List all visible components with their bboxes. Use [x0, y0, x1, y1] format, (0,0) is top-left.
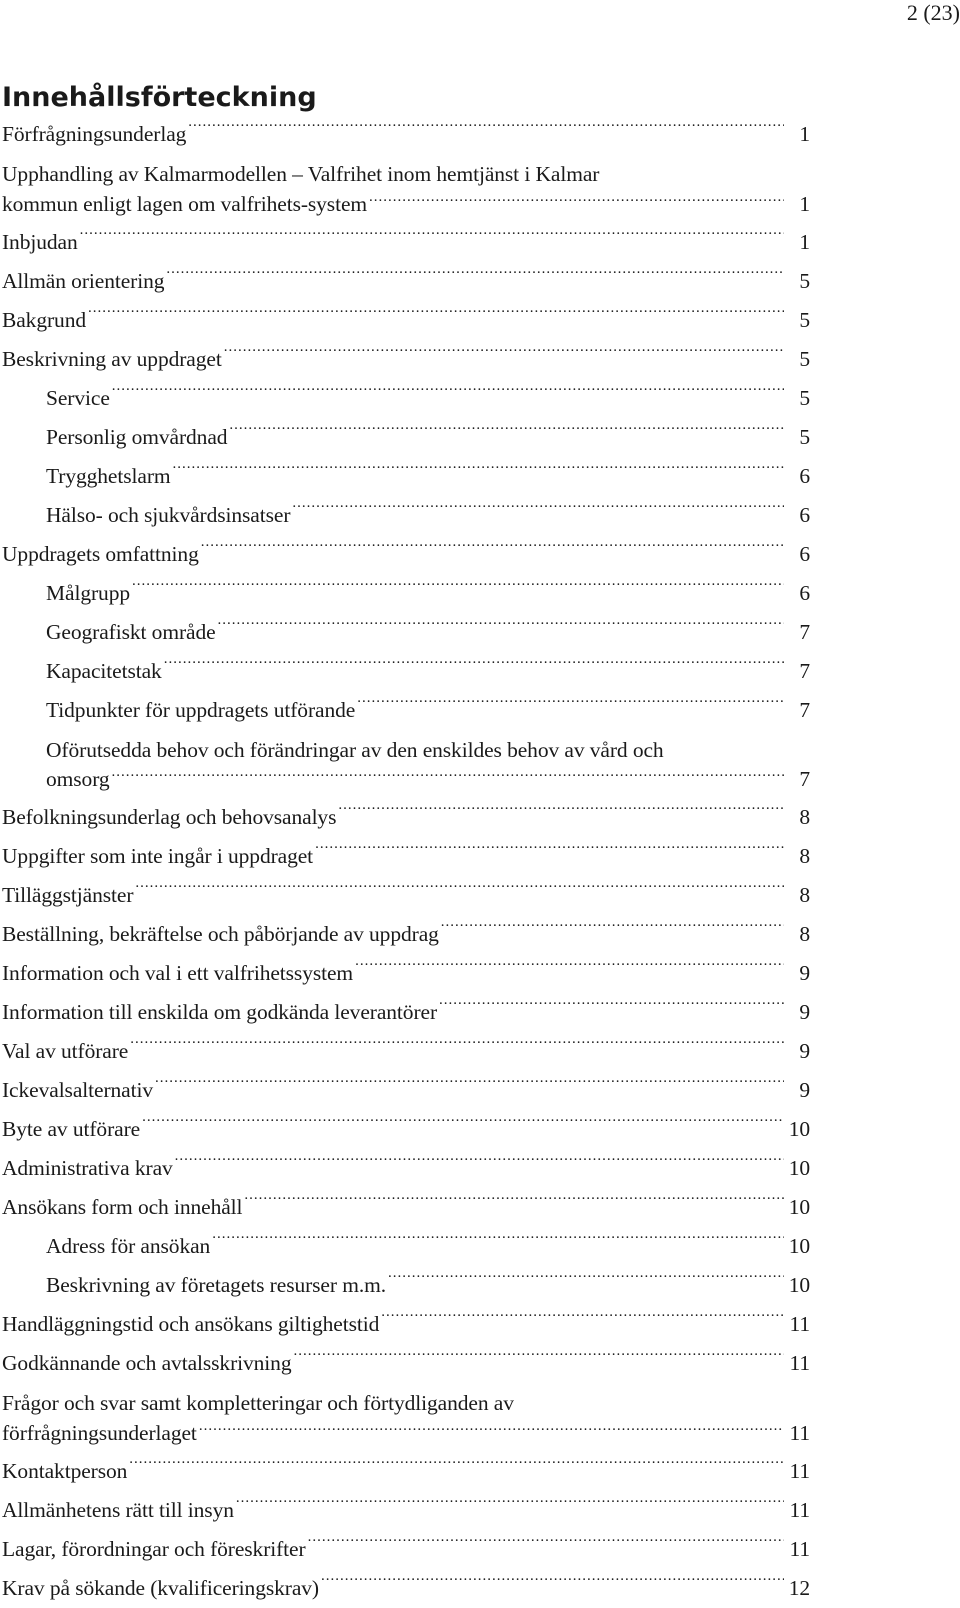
toc-entry-label: omsorg [46, 767, 110, 791]
toc-entry[interactable] [2, 613, 810, 652]
toc-entry-line [46, 1227, 810, 1266]
toc-entry-line [2, 993, 810, 1032]
toc-entry-page: 6 [799, 502, 810, 527]
toc-entry-line [2, 262, 810, 301]
toc-entry-label: Målgrupp [46, 580, 130, 605]
toc-entry-line [2, 223, 810, 262]
toc-entry-label: Kontaktperson [2, 1458, 128, 1483]
toc-entry-page: 5 [799, 385, 810, 410]
toc-entry-page: 5 [799, 268, 810, 293]
dot-leader [338, 803, 784, 825]
toc-entry-label: Information och val i ett valfrihetssystem [2, 961, 354, 985]
toc-entry-line [2, 340, 810, 379]
toc-entry-label: Administrativa krav [2, 1156, 173, 1180]
toc-entry-page: 9 [799, 961, 810, 985]
toc-entry-line [46, 1266, 810, 1305]
toc-entry-label: Uppgifter som inte ingår i uppdraget [2, 844, 314, 868]
toc-entry-line [46, 418, 810, 457]
dot-leader [321, 1573, 784, 1595]
toc-entry-page: 7 [799, 767, 810, 791]
toc-entry[interactable] [2, 496, 810, 535]
toc-entry-label: Beskrivning av uppdraget [2, 346, 222, 371]
dot-leader [166, 266, 784, 288]
toc-entry-text-line: Upphandling av Kalmarmodellen – Valfrihet inom hemtjänst i Kalmar [2, 162, 600, 186]
toc-entry-label: kommun enligt lagen om valfrihets-system [2, 191, 368, 216]
toc-entry[interactable] [2, 340, 810, 379]
dot-leader [112, 383, 784, 405]
toc-entry-label: Lagar, förordningar och föreskrifter [2, 1536, 306, 1561]
dot-leader [441, 920, 784, 942]
toc-entry-page: 10 [788, 1195, 810, 1219]
toc-entry-line [2, 1418, 810, 1448]
dot-leader [355, 959, 784, 981]
toc-entry-label: förfrågningsunderlaget [2, 1420, 197, 1445]
toc-entry[interactable] [2, 262, 810, 301]
toc-entry-line [2, 1491, 810, 1530]
toc-entry-page: 7 [799, 619, 810, 644]
toc-entry-line [2, 1110, 810, 1149]
toc-entry[interactable] [2, 154, 810, 223]
toc-entry-page: 11 [789, 1351, 810, 1375]
dot-leader [357, 695, 784, 717]
toc-entry[interactable] [2, 1452, 810, 1491]
toc-entry-label: Allmänhetens rätt till insyn [2, 1497, 234, 1522]
table-of-contents [2, 115, 810, 1608]
toc-entry-page: 6 [799, 580, 810, 605]
toc-entry-line [2, 1344, 810, 1383]
toc-entry[interactable] [2, 1569, 810, 1608]
toc-entry[interactable] [2, 691, 810, 730]
toc-entry[interactable] [2, 915, 810, 954]
dot-leader [175, 1154, 784, 1176]
toc-title: Innehållsförteckning [2, 82, 317, 113]
toc-entry-line [2, 954, 810, 993]
toc-entry-page: 5 [799, 424, 810, 449]
toc-entry-line [46, 613, 810, 652]
toc-entry-line [2, 189, 810, 219]
toc-entry-label: Bakgrund [2, 307, 86, 332]
toc-entry-page: 10 [788, 1117, 810, 1141]
toc-entry-label: Beskrivning av företagets resurser m.m. [46, 1273, 387, 1297]
toc-entry[interactable] [2, 1071, 810, 1110]
toc-entry-page: 8 [799, 883, 810, 907]
dot-leader [155, 1076, 784, 1098]
toc-entry[interactable] [2, 1266, 810, 1305]
toc-entry-page: 1 [799, 191, 810, 216]
dot-leader [224, 344, 784, 366]
toc-entry[interactable] [2, 457, 810, 496]
toc-entry-label: Geografiskt område [46, 619, 216, 644]
toc-entry-label: Godkännande och avtalsskrivning [2, 1351, 292, 1375]
toc-entry-page: 9 [799, 1000, 810, 1024]
toc-entry-line [2, 837, 810, 876]
toc-entry-line [2, 1032, 810, 1071]
toc-entry[interactable] [2, 115, 810, 154]
dot-leader [199, 1418, 784, 1440]
toc-entry-label: Trygghetslarm [46, 463, 171, 488]
dot-leader [80, 227, 784, 249]
toc-entry[interactable] [2, 798, 810, 837]
toc-entry-label: Hälso- och sjukvårdsinsatser [46, 502, 291, 527]
toc-entry-line [46, 379, 810, 418]
toc-entry[interactable] [2, 1530, 810, 1569]
toc-entry-page: 1 [799, 229, 810, 254]
toc-entry-label: Befolkningsunderlag och behovsanalys [2, 805, 337, 829]
dot-leader [369, 189, 784, 211]
toc-entry-text-line: Frågor och svar samt kompletteringar och förtydliganden av [2, 1391, 514, 1415]
toc-entry-line [2, 1530, 810, 1569]
toc-entry-line [46, 765, 810, 795]
toc-entry-line [2, 1071, 810, 1110]
toc-entry[interactable] [2, 1188, 810, 1227]
toc-entry[interactable] [2, 301, 810, 340]
toc-entry-label: Service [46, 385, 110, 410]
dot-leader [88, 305, 784, 327]
toc-entry-line [2, 1452, 810, 1491]
toc-entry-line [2, 915, 810, 954]
toc-entry-line [2, 1569, 810, 1608]
toc-entry[interactable] [2, 730, 810, 799]
toc-entry-page: 10 [788, 1273, 810, 1297]
toc-entry-line [2, 301, 810, 340]
toc-entry[interactable] [2, 837, 810, 876]
toc-entry-page: 5 [799, 307, 810, 332]
toc-entry-label: Information till enskilda om godkända leverantörer [2, 1000, 438, 1024]
toc-entry[interactable] [2, 1305, 810, 1344]
toc-entry-line [2, 1188, 810, 1227]
toc-entry-label: Byte av utförare [2, 1117, 141, 1141]
dot-leader [112, 765, 784, 787]
toc-entry[interactable] [2, 1149, 810, 1188]
toc-entry-page: 11 [789, 1312, 810, 1336]
toc-entry-label: Uppdragets omfattning [2, 541, 199, 566]
toc-entry-page: 9 [799, 1039, 810, 1063]
toc-entry-page: 6 [799, 463, 810, 488]
toc-entry-page: 7 [799, 697, 810, 722]
dot-leader [135, 881, 784, 903]
toc-entry-label: Personlig omvårdnad [46, 424, 228, 449]
dot-leader [142, 1115, 784, 1137]
dot-leader [218, 617, 784, 639]
toc-entry-label: Förfrågningsunderlag [2, 122, 187, 146]
toc-entry-page: 8 [799, 805, 810, 829]
dot-leader [129, 1456, 784, 1478]
toc-entry[interactable] [2, 379, 810, 418]
toc-entry[interactable] [2, 574, 810, 613]
dot-leader [201, 539, 784, 561]
toc-entry-page: 10 [788, 1234, 810, 1258]
toc-entry-label: Tidpunkter för uppdragets utförande [46, 697, 356, 722]
toc-entry-label: Ickevalsalternativ [2, 1078, 154, 1102]
toc-entry-page: 8 [799, 844, 810, 868]
toc-entry-line [46, 691, 810, 730]
dot-leader [212, 1232, 784, 1254]
toc-entry-page: 11 [789, 1497, 810, 1522]
toc-entry-line [2, 798, 810, 837]
dot-leader [439, 998, 784, 1020]
dot-leader [132, 578, 784, 600]
toc-entry-label: Krav på sökande (kvalificeringskrav) [2, 1575, 319, 1600]
toc-entry-page: 11 [789, 1458, 810, 1483]
dot-leader [236, 1495, 784, 1517]
toc-entry-label: Ansökans form och innehåll [2, 1195, 243, 1219]
dot-leader [315, 842, 784, 864]
page-number: 2 (23) [906, 0, 960, 25]
toc-entry-line [2, 1305, 810, 1344]
dot-leader [188, 120, 784, 142]
toc-entry[interactable] [2, 876, 810, 915]
dot-leader [293, 1349, 784, 1371]
toc-entry-label: Tilläggstjänster [2, 883, 134, 907]
toc-entry-page: 8 [799, 922, 810, 946]
toc-entry[interactable] [2, 1491, 810, 1530]
toc-entry-line [46, 457, 810, 496]
dot-leader [308, 1534, 784, 1556]
toc-entry-line [2, 115, 810, 154]
toc-entry-label: Inbjudan [2, 229, 78, 254]
toc-entry[interactable] [2, 223, 810, 262]
toc-entry-page: 12 [788, 1575, 810, 1600]
toc-entry[interactable] [2, 1383, 810, 1452]
toc-entry-page: 6 [799, 541, 810, 566]
toc-entry-label: Allmän orientering [2, 268, 165, 293]
toc-entry-label: Handläggningstid och ansökans giltighetstid [2, 1312, 380, 1336]
toc-entry-page: 11 [789, 1536, 810, 1561]
toc-entry-line [2, 876, 810, 915]
toc-entry[interactable] [2, 1110, 810, 1149]
toc-entry-page: 10 [788, 1156, 810, 1180]
toc-entry[interactable] [2, 535, 810, 574]
toc-entry-page: 7 [799, 658, 810, 683]
dot-leader [164, 656, 784, 678]
dot-leader [381, 1310, 784, 1332]
toc-entry[interactable] [2, 993, 810, 1032]
toc-entry-label: Beställning, bekräftelse och påbörjande av uppdrag [2, 922, 439, 946]
dot-leader [244, 1193, 784, 1215]
toc-entry-line [46, 574, 810, 613]
toc-entry-page: 1 [799, 122, 810, 146]
toc-entry-line [2, 535, 810, 574]
toc-entry-page: 11 [789, 1420, 810, 1445]
toc-entry[interactable] [2, 1344, 810, 1383]
dot-leader [292, 500, 784, 522]
toc-entry-line [46, 652, 810, 691]
dot-leader [173, 461, 784, 483]
toc-entry[interactable] [2, 652, 810, 691]
dot-leader [130, 1037, 784, 1059]
toc-entry[interactable] [2, 954, 810, 993]
toc-entry-line [2, 1149, 810, 1188]
dot-leader [388, 1271, 784, 1293]
toc-entry-label: Kapacitetstak [46, 658, 162, 683]
toc-entry[interactable] [2, 1032, 810, 1071]
toc-entry[interactable] [2, 418, 810, 457]
toc-entry-label: Adress för ansökan [46, 1234, 211, 1258]
toc-entry[interactable] [2, 1227, 810, 1266]
toc-entry-page: 5 [799, 346, 810, 371]
toc-entry-label: Val av utförare [2, 1039, 129, 1063]
toc-entry-text-line: Oförutsedda behov och förändringar av den enskildes behov av vård och [46, 737, 664, 762]
dot-leader [229, 422, 784, 444]
toc-entry-line [46, 496, 810, 535]
toc-entry-page: 9 [799, 1078, 810, 1102]
